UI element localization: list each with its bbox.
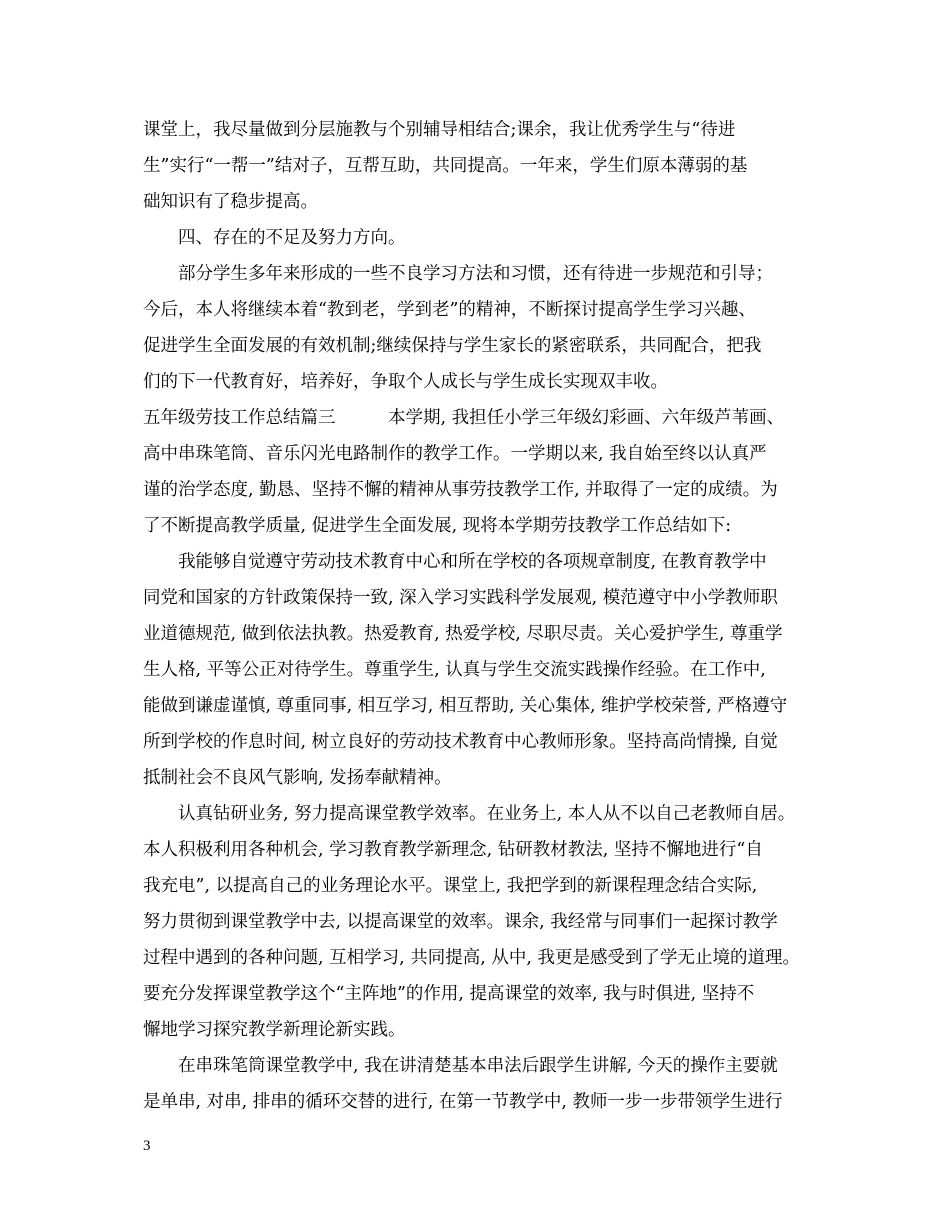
text-line: 础知识有了稳步提高。 [143,192,318,212]
text-line: 努力贯彻到课堂教学中去, 以提高课堂的效率。课余, 我经常与同事们一起探讨教学 [143,912,778,932]
text-line: 业道德规范, 做到依法执教。热爱教育, 热爱学校, 尽职尽责。关心爱护学生, 尊重学 [143,624,783,644]
text-line: 本人积极利用各种机会, 学习教育教学新理念, 钻研教材教法, 坚持不懈地进行“自 [143,840,763,860]
text-line: 所到学校的作息时间, 树立良好的劳动技术教育中心教师形象。坚持高尚情操, 自觉 [143,732,778,752]
text-line: 生”实行“一帮一”结对子，互帮互助，共同提高。一年来，学生们原本薄弱的基 [143,156,748,176]
text-line: 认真钻研业务, 努力提高课堂教学效率。在业务上, 本人从不以自己老教师自居。 [143,804,796,824]
text-line: 抵制社会不良风气影响, 发扬奉献精神。 [143,768,452,788]
section-heading: 四、存在的不足及努力方向。 [143,228,406,248]
text-line: 高中串珠笔筒、音乐闪光电路制作的教学工作。一学期以来, 我自始至终以认真严 [143,444,767,464]
text-line: 是单串, 对串, 排串的循环交替的进行, 在第一节教学中, 教师一步一步带领学生进行 [143,1092,783,1112]
body-text [143,112,823,1120]
text-line: 部分学生多年来形成的一些不良学习方法和习惯，还有待进一步规范和引导； [143,264,773,284]
text-line: 我能够自觉遵守劳动技术教育中心和所在学校的各项规章制度, 在教育教学中 [143,552,767,572]
text-line: 们的下一代教育好，培养好，争取个人成长与学生成长实现双丰收。 [143,372,668,392]
article-title-line: 五年级劳技工作总结篇三 本学期, 我担任小学三年级幻彩画、六年级芦苇画、 [143,408,785,428]
text-line: 谨的治学态度, 勤恳、坚持不懈的精神从事劳技教学工作, 并取得了一定的成绩。为 [143,480,778,500]
text-line: 在串珠笔筒课堂教学中, 我在讲清楚基本串法后跟学生讲解, 今天的操作主要就 [143,1056,778,1076]
text-line: 要充分发挥课堂教学这个“主阵地”的作用, 提高课堂的效率, 我与时俱进, 坚持不 [143,984,755,1004]
text-line: 课堂上，我尽量做到分层施教与个别辅导相结合;课余，我让优秀学生与“待进 [143,120,736,140]
text-line: 能做到谦虚谨慎, 尊重同事, 相互学习, 相互帮助, 关心集体, 维护学校荣誉, 严格遵守 [143,696,788,716]
text-line: 懈地学习探究教学新理论新实践。 [143,1020,406,1040]
text-line: 我充电”, 以提高自己的业务理论水平。课堂上, 我把学到的新课程理念结合实际, [143,876,758,896]
page-number: 3 [143,1138,151,1154]
text-line: 过程中遇到的各种问题, 互相学习, 共同提高, 从中, 我更是感受到了学无止境的道理。 [143,948,800,968]
text-line: 促进学生全面发展的有效机制;继续保持与学生家长的紧密联系，共同配合，把我 [143,336,762,356]
text-line: 今后，本人将继续本着“教到老，学到老”的精神，不断探讨提高学生学习兴趣、 [143,300,756,320]
text-line: 了不断提高教学质量, 促进学生全面发展, 现将本学期劳技教学工作总结如下: [143,516,732,536]
text-line: 生人格, 平等公正对待学生。尊重学生, 认真与学生交流实践操作经验。在工作中, [143,660,766,680]
text-line: 同党和国家的方针政策保持一致, 深入学习实践科学发展观, 模范遵守中小学教师职 [143,588,778,608]
